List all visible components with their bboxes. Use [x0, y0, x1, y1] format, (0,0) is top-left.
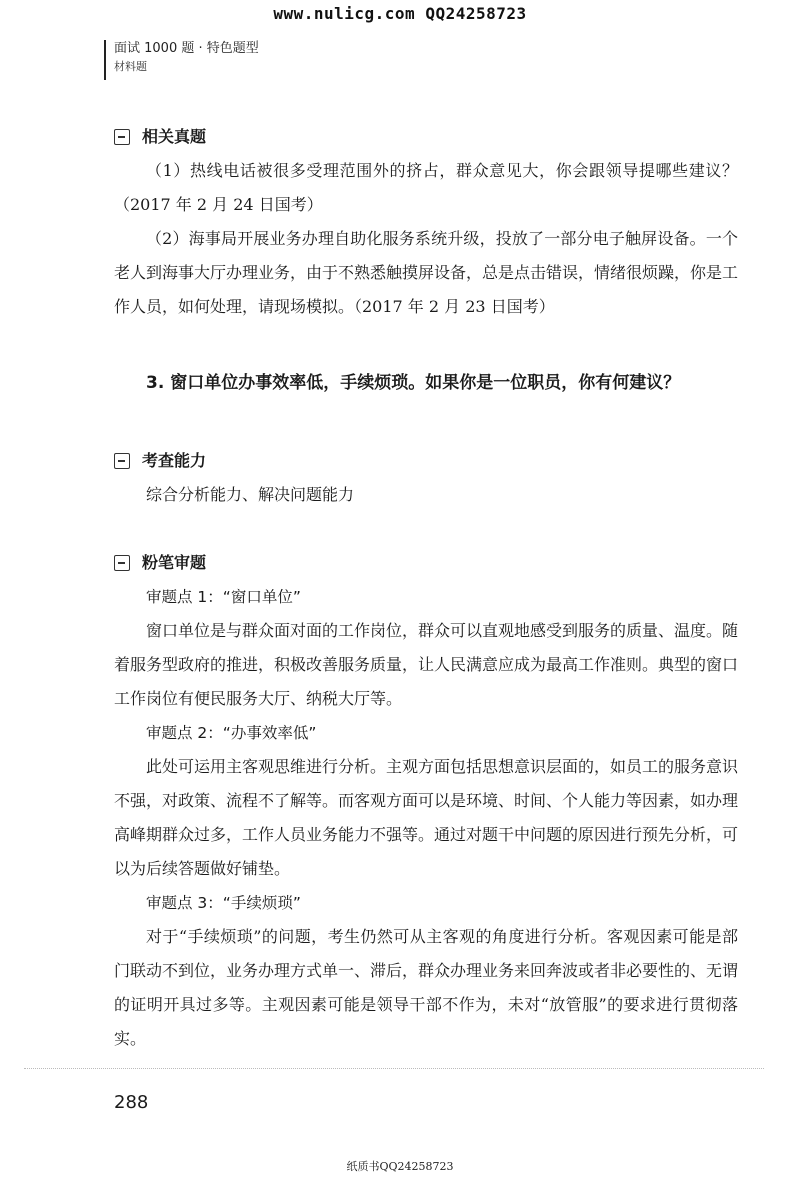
ability-heading: 考查能力 [114, 444, 738, 478]
analysis-point-text: 对于“手续烦琐”的问题，考生仍然可从主客观的角度进行分析。客观因素可能是部门联动不到位，业务办理方式单一、滞后，群众办理业务来回奔波或者非必要性的、无谓的证明开具过多等。主观因素可能是领导干部不作为，未对“放管服”的要求进行贯彻落实。 [114, 927, 739, 1048]
section-icon [114, 555, 130, 571]
analysis-point-text: 此处可运用主客观思维进行分析。主观方面包括思想意识层面的，如员工的服务意识不强，对政策、流程不了解等。而客观方面可以是环境、时间、个人能力等因素，如办理高峰期群众过多，工作人员业务能力不强等。通过对题干中问题的原因进行预先分析，可以为后续答题做好铺垫。 [114, 757, 739, 878]
page-content [114, 120, 738, 1056]
ability-text: 综合分析能力、解决问题能力 [146, 485, 355, 504]
scan-artifact-line [24, 1068, 764, 1071]
analysis-point-text: 窗口单位是与群众面对面的工作岗位，群众可以直观地感受到服务的质量、温度。随着服务型政府的推进，积极改善服务质量，让人民满意应成为最高工作准则。典型的窗口工作岗位有便民服务大厅、纳税大厅等。 [114, 621, 739, 708]
running-head [104, 40, 259, 80]
analysis-point-title: 审题点 1：“窗口单位” [146, 588, 301, 606]
related-question-2: （2）海事局开展业务办理自助化服务系统升级，投放了一部分电子触屏设备。一个老人到海事大厅办理业务，由于不熟悉触摸屏设备，总是点击错误，情绪很烦躁，你是工作人员，如何处理，请现场模拟。（2017 年 2 月 23 日国考） [114, 229, 739, 316]
section-icon [114, 129, 130, 145]
book-title: 面试 1000 题 · 特色题型 [114, 41, 259, 56]
analysis-point-title: 审题点 2：“办事效率低” [146, 724, 317, 742]
watermark-url: www.nulicg.com QQ24258723 [273, 4, 527, 23]
page-number: 288 [114, 1092, 149, 1113]
footer-watermark: 纸质书QQ24258723 [346, 1160, 454, 1173]
analysis-heading: 粉笔审题 [114, 546, 738, 580]
analysis-point-title: 审题点 3：“手续烦琐” [146, 894, 301, 912]
chapter-label: 材料题 [114, 60, 147, 73]
question-title: 3. 窗口单位办事效率低，手续烦琐。如果你是一位职员，你有何建议？ [146, 373, 681, 393]
section-icon [114, 453, 130, 469]
related-heading: 相关真题 [114, 120, 738, 154]
related-question-1: （1）热线电话被很多受理范围外的挤占，群众意见大，你会跟领导提哪些建议？（2017 年 2 月 24 日国考） [114, 161, 738, 214]
